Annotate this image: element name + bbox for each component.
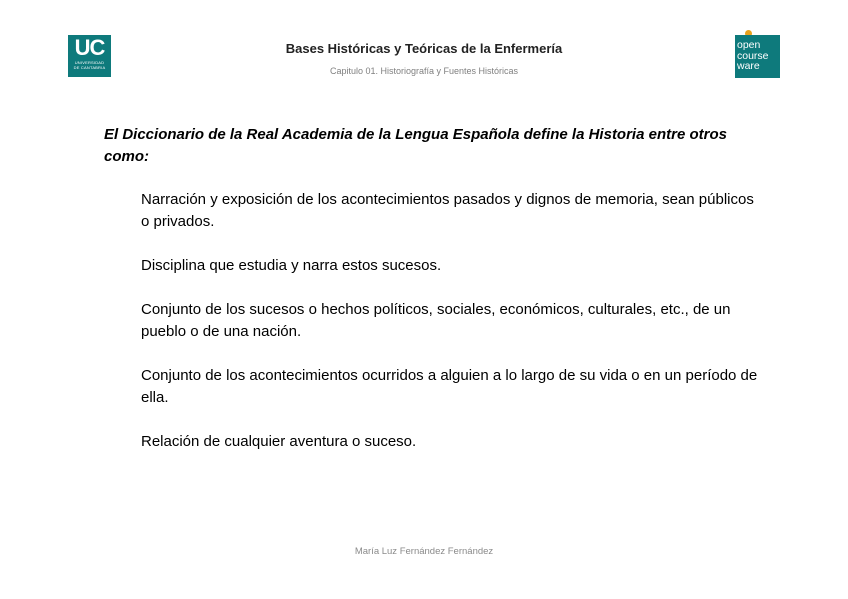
intro-paragraph: El Diccionario de la Real Academia de la Lengua Española define la Historia entre otros como:: [104, 126, 727, 165]
page-title: Bases Históricas y Teóricas de la Enfermería: [285, 41, 563, 56]
ocw-logo-line1: open: [737, 39, 761, 51]
ocw-logo-line3: ware: [737, 60, 760, 72]
definition-item: Disciplina que estudia y narra estos sucesos.: [141, 257, 442, 274]
definition-item: Conjunto de los acontecimientos ocurridos a alguien a lo largo de su vida o en un período de ella.: [141, 367, 758, 406]
definition-item: Narración y exposición de los acontecimientos pasados y dignos de memoria, sean públicos o privados.: [141, 191, 754, 230]
uc-logo-subtitle-line1: UNIVERSIDAD: [74, 60, 105, 65]
definition-item: Relación de cualquier aventura o suceso.: [141, 433, 417, 450]
ocw-logo-line2: course: [737, 49, 769, 62]
definitions-list: [141, 189, 761, 475]
definition-item: Conjunto de los sucesos o hechos políticos, sociales, económicos, culturales, etc., de un pueblo o de una nación.: [141, 301, 731, 340]
uc-logo-mark: UC: [74, 35, 105, 60]
uc-logo-subtitle-line2: DE CANTABRIA: [73, 65, 106, 70]
footer-author: María Luz Fernández Fernández: [354, 546, 494, 557]
page-subtitle: Capitulo 01. Historiografía y Fuentes Históricas: [329, 66, 519, 76]
